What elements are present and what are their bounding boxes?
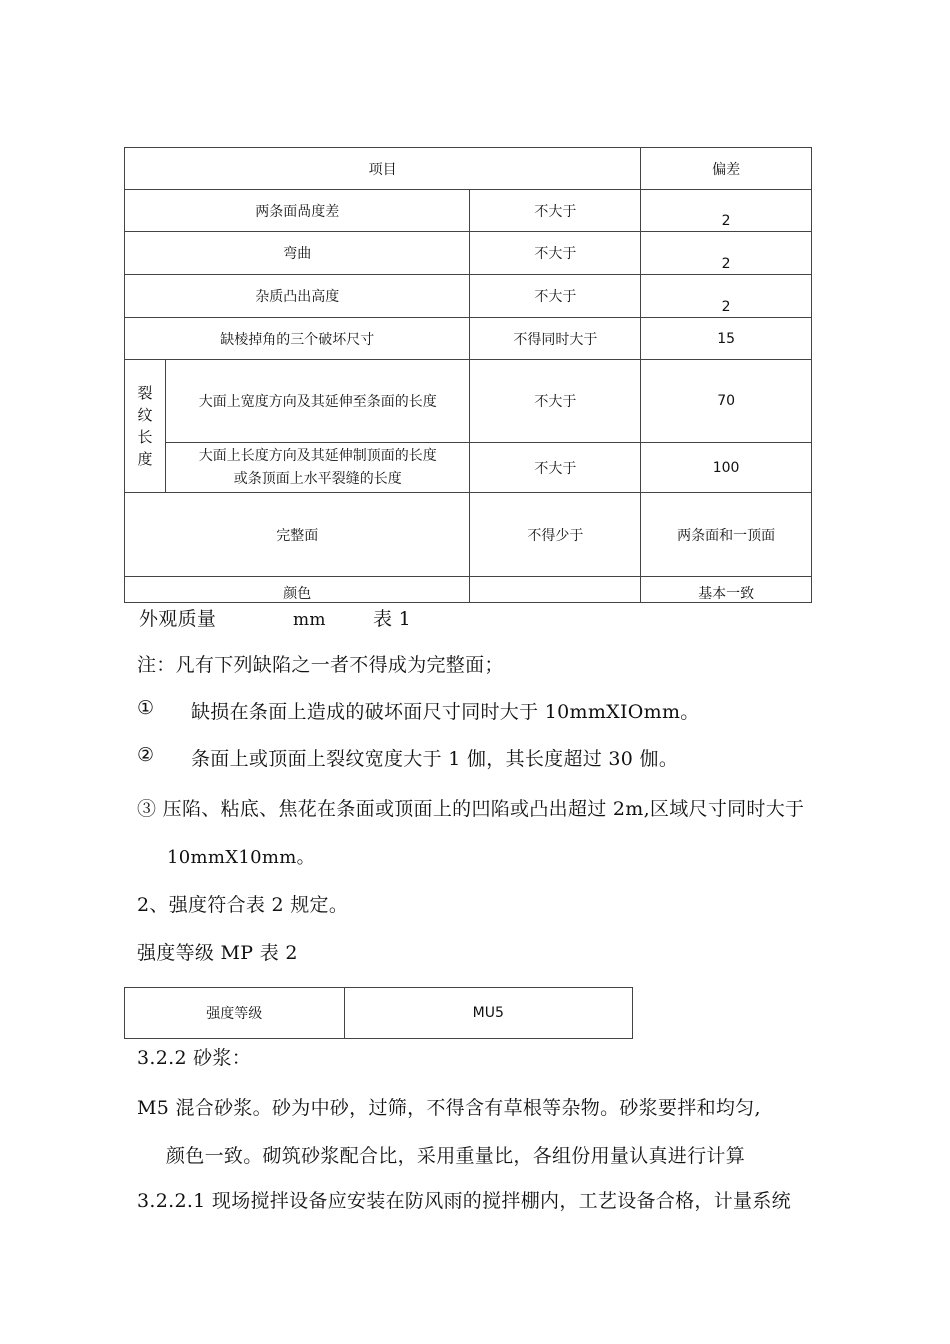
crack-row-condition: 不大于: [470, 443, 641, 493]
crack-row-value: 70: [641, 360, 812, 443]
caption-table-no: 表 1: [373, 608, 412, 630]
color-value: 基本一致: [641, 577, 812, 603]
header-deviation: 偏差: [641, 148, 812, 190]
complete-face-item: 完整面: [125, 493, 470, 577]
mortar-paragraph: M5 混合砂浆。砂为中砂，过筛，不得含有草根等杂物。砂浆要拌和均匀,: [137, 1097, 761, 1119]
list-item-3-continuation: 10mmX10mm。: [167, 847, 315, 868]
list-item-1-mark: ①: [137, 697, 155, 719]
strength-grade-label: 强度等级: [125, 988, 345, 1039]
crack-length-group-label: 裂 纹 长 度: [125, 360, 166, 493]
strength-paragraph: 2、强度符合表 2 规定。: [137, 894, 349, 916]
mortar-paragraph-continuation: 颜色一致。砌筑砂浆配合比，采用重量比，各组份用量认真进行计算: [166, 1145, 746, 1167]
mixing-paragraph: 3.2.2.1 现场搅拌设备应安装在防风雨的搅拌棚内，工艺设备合格，计量系统: [137, 1190, 791, 1212]
row-item: 杂质凸出高度: [125, 275, 470, 318]
table2-caption: 强度等级 MP 表 2: [137, 942, 298, 964]
crack-row-condition: 不大于: [470, 360, 641, 443]
complete-face-value: 两条面和一顶面: [641, 493, 812, 577]
list-item-2-mark: ②: [137, 744, 155, 766]
row-value: 2: [641, 275, 812, 318]
row-value: 2: [641, 190, 812, 232]
row-item: 两条面咼度差: [125, 190, 470, 232]
crack-row-item: 大面上宽度方向及其延伸至条面的长度: [165, 360, 470, 443]
color-condition: [470, 577, 641, 603]
row-value: 15: [641, 318, 812, 360]
row-condition: 不大于: [470, 190, 641, 232]
row-item: 缺棱掉角的三个破坏尺寸: [125, 318, 470, 360]
list-item-1: 缺损在条面上造成的破坏面尺寸同时大于 10mmXIOmm。: [191, 701, 700, 723]
note-paragraph: 注：凡有下列缺陷之一者不得成为完整面；: [137, 654, 504, 676]
header-item: 项目: [125, 148, 641, 190]
row-condition: 不大于: [470, 232, 641, 275]
strength-grade-table: [124, 987, 633, 1039]
strength-grade-value: MU5: [344, 988, 632, 1039]
table1-caption: [139, 604, 411, 631]
row-condition: 不大于: [470, 275, 641, 318]
row-value: 2: [641, 232, 812, 275]
color-item: 颜色: [125, 577, 470, 603]
crack-row-value: 100: [641, 443, 812, 493]
section-heading: 3.2.2 砂浆：: [137, 1047, 252, 1069]
crack-row-item: 大面上长度方向及其延伸制顶面的长度 或条顶面上水平裂缝的长度: [165, 443, 470, 493]
caption-title: 外观质量: [139, 608, 217, 630]
caption-unit: mm: [293, 610, 326, 630]
row-condition: 不得同时大于: [470, 318, 641, 360]
list-item-2: 条面上或顶面上裂纹宽度大于 1 伽，其长度超过 30 伽。: [191, 748, 679, 770]
row-item: 弯曲: [125, 232, 470, 275]
complete-face-condition: 不得少于: [470, 493, 641, 577]
list-item-3: ③ 压陷、粘底、焦花在条面或顶面上的凹陷或凸出超过 2m,区域尺寸同时大于: [137, 798, 805, 820]
appearance-quality-table: [124, 147, 812, 603]
